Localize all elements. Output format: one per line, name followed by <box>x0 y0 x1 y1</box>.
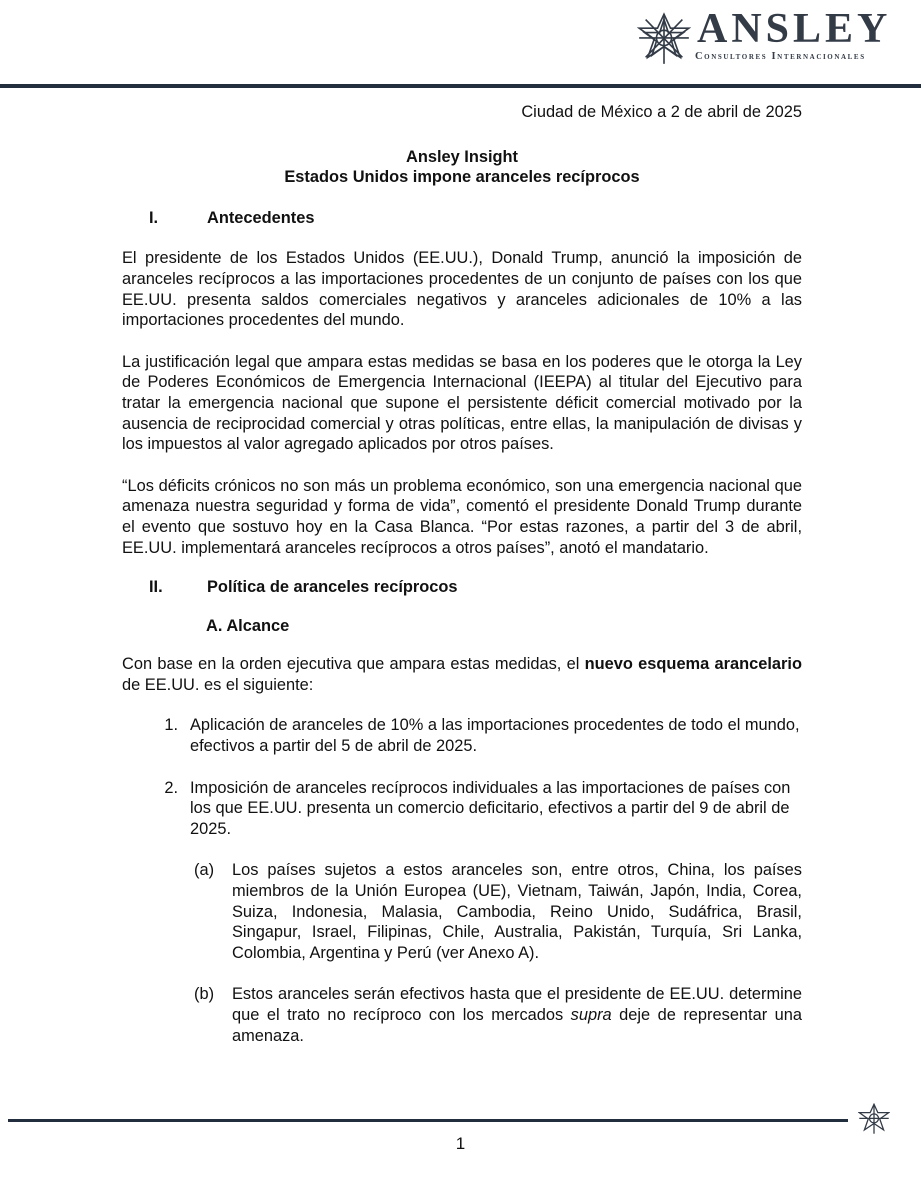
page-number: 1 <box>455 1134 466 1153</box>
section-heading-2 <box>122 577 802 598</box>
section-title: Antecedentes <box>207 208 315 227</box>
document-title <box>122 147 802 188</box>
section-heading-1 <box>122 208 802 229</box>
paragraph-1: El presidente de los Estados Unidos (EE.UU.), Donald Trump, anunció la imposición de aranceles recíprocos a las importaciones procedentes de un conjunto de países con los que EE.UU. presenta saldos comerciales negativos y aranceles adicionales de 10% a las importaciones procedentes del mundo. <box>122 249 802 330</box>
section-number: II. <box>149 578 163 597</box>
date-line: Ciudad de México a 2 de abril de 2025 <box>521 103 802 121</box>
sub-list-item-text: Los países sujetos a estos aranceles son, entre otros, China, los países miembros de la Unión Europea (UE), Vietnam, Taiwán, Japón, India, Corea, Suiza, Indonesia, Malasia, Cambodia, Reino Unido, Sudáfrica, Brasil, Singapur, Israel, Filipinas, Chile, Australia, Pakistán, Turquía, Sri Lanka, Colombia, Argentina y Perú (ver Anexo A). <box>232 861 802 962</box>
sub-list-item-text-lead: Estos aranceles serán efectivos hasta que el presidente de EE.UU. determine que el trato no recíproco con los mercados <box>232 985 802 1024</box>
list-item <box>122 715 802 756</box>
paragraph-4-emphasis: nuevo esquema arancelario <box>584 655 802 674</box>
sub-list-item-text-italic: supra <box>570 1006 612 1024</box>
sub-list-item-label: (a) <box>194 861 215 880</box>
list-item-text: Aplicación de aranceles de 10% a las importaciones procedentes de todo el mundo, efectivos a partir del 5 de abril de 2025. <box>190 716 800 756</box>
document-body <box>122 98 802 1046</box>
title-line-2: Estados Unidos impone aranceles recíprocos <box>284 168 640 187</box>
brand-subtitle: Consultores Internacionales <box>695 51 866 62</box>
paragraph-4 <box>122 654 802 695</box>
sub-list-item <box>122 984 802 1046</box>
list-item-number: 1. <box>164 716 178 735</box>
title-line-1: Ansley Insight <box>405 147 519 166</box>
paragraph-4-tail: de EE.UU. es el siguiente: <box>122 675 314 694</box>
sub-list-item <box>122 860 802 963</box>
sub-list-item-label: (b) <box>194 985 215 1004</box>
footer-divider <box>8 1119 848 1122</box>
page-header <box>0 0 921 88</box>
list-item-text: Imposición de aranceles recíprocos individuales a las importaciones de países con los que EE.UU. presenta un comercio deficitario, efectivos a partir del 9 de abril de 2025. <box>190 778 791 838</box>
header-divider <box>0 84 921 88</box>
sub-list-item-text <box>232 984 802 1046</box>
section-title: Política de aranceles recíprocos <box>207 578 458 597</box>
subsection-heading-a: A. Alcance <box>206 616 290 635</box>
paragraph-2: La justificación legal que ampara estas medidas se basa en los poderes que le otorga la Ley de Poderes Económicos de Emergencia Internacional (IEEPA) al titular del Ejecutivo para tratar la emergencia nacional que supone el persistente déficit comercial motivado por la ausencia de reciprocidad comercial y otras políticas, entre ellas, la manipulación de divisas y los impuestos al valor agregado aplicados por otros países. <box>122 352 802 454</box>
sub-list-item-text-tail: deje de representar una amenaza. <box>232 1006 803 1045</box>
compass-star-logo-icon <box>858 1103 890 1135</box>
list-item <box>122 778 802 840</box>
brand-name: ANSLEY <box>697 6 892 52</box>
list-item-number: 2. <box>164 778 178 797</box>
paragraph-3: “Los déficits crónicos no son más un problema económico, son una emergencia nacional que amenaza nuestra seguridad y forma de vida”, comentó el presidente Donald Trump durante el evento que sostuvo hoy en la Casa Blanca. “Por estas razones, a partir del 3 de abril, EE.UU. implementará aranceles recíprocos a otros países”, anotó el mandatario. <box>122 476 802 557</box>
paragraph-4-lead: Con base en la orden ejecutiva que ampara estas medidas, el <box>122 655 585 674</box>
compass-star-logo-icon <box>637 12 691 66</box>
section-number: I. <box>149 208 159 227</box>
